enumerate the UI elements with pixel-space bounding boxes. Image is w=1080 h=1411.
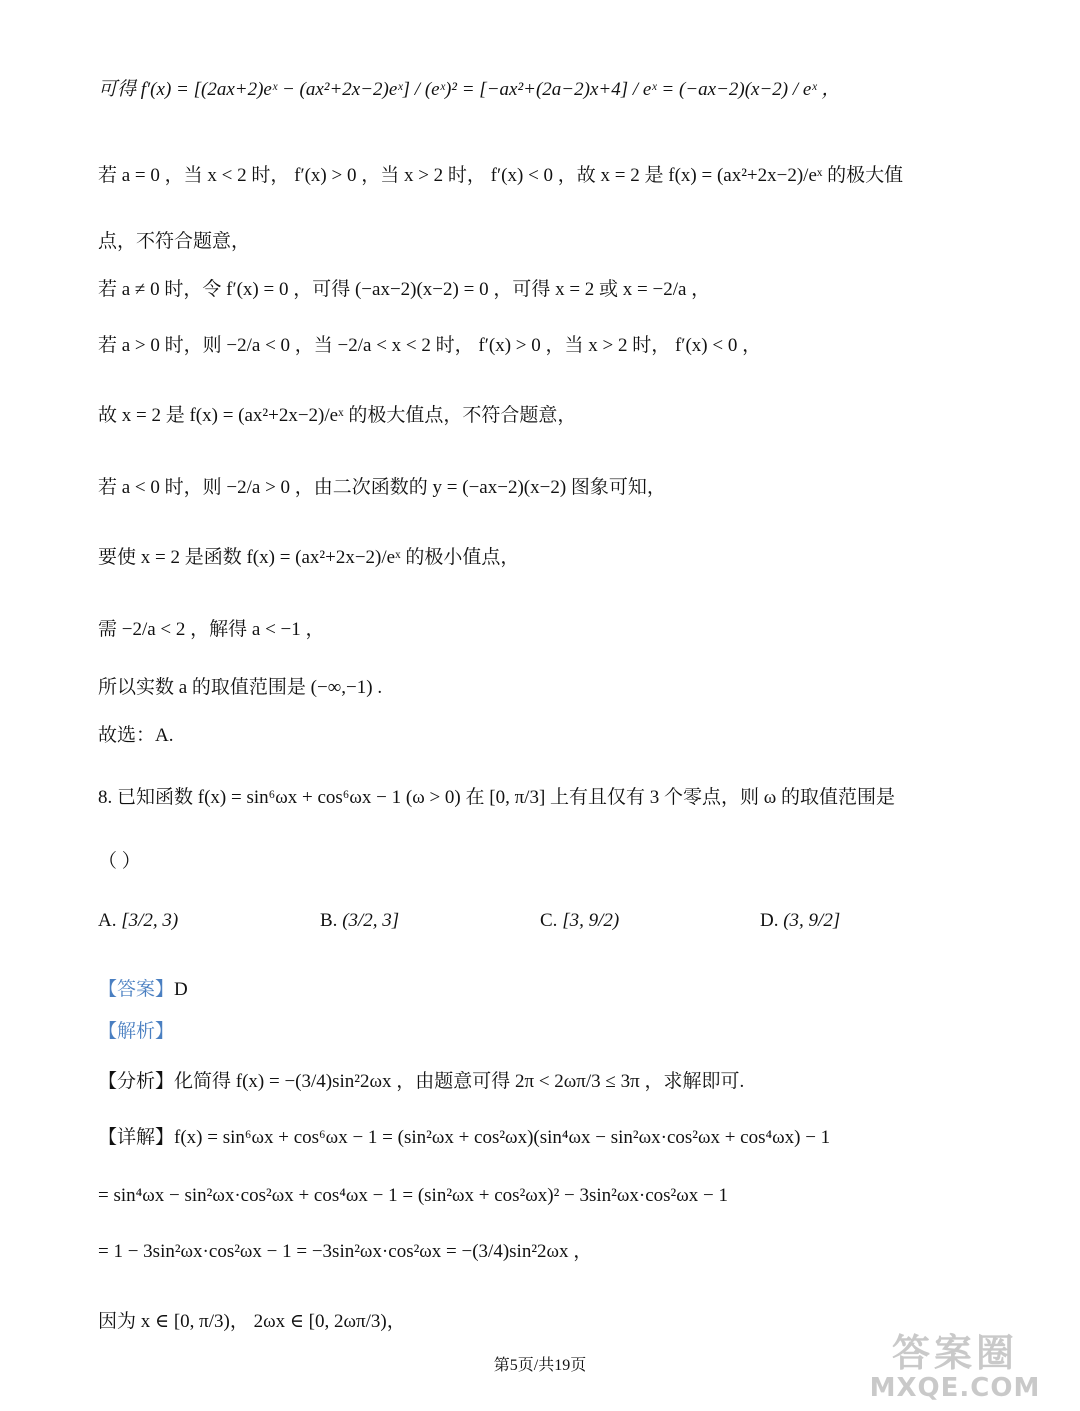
- analysis-tag: 【解析】: [98, 1020, 175, 1042]
- answer-tag: 【答案】: [98, 978, 175, 1000]
- analysis-line: [98, 1022, 174, 1041]
- case-a-zero-line: 若 a = 0 ，当 x < 2 时， f′(x) > 0 ，当 x > 2 时， f′(x) < 0 ，故 x = 2 是 f(x) = (ax²+2x−2)/eˣ 的极大值: [98, 165, 904, 186]
- option-c[interactable]: [540, 910, 619, 932]
- answer-value: D: [174, 979, 188, 1000]
- case-a-negative-line: 若 a < 0 时，则 −2/a > 0 ，由二次函数的 y = (−ax−2)(x−2) 图象可知，: [98, 477, 666, 498]
- option-d-text: (3, 9/2]: [783, 910, 841, 931]
- work-line-3: 因为 x ∈ [0, π/3)， 2ωx ∈ [0, 2ωπ/3)，: [98, 1311, 406, 1332]
- option-b-label: B.: [320, 910, 338, 931]
- answer-line: [98, 980, 188, 999]
- option-a[interactable]: [98, 910, 178, 932]
- fenxi-tag: 【分析】: [98, 1071, 175, 1092]
- range-result-line: 所以实数 a 的取值范围是 (−∞,−1) .: [98, 677, 383, 698]
- case-a-positive-conclusion: 故 x = 2 是 f(x) = (ax²+2x−2)/eˣ 的极大值点，不符合题意，: [98, 405, 577, 426]
- option-a-text: [3/2, 3): [121, 910, 179, 931]
- work-line-2: = 1 − 3sin²ωx·cos²ωx − 1 = −3sin²ωx·cos²ωx = −(3/4)sin²2ωx ，: [98, 1241, 593, 1262]
- xiangjie-tag: 【详解】: [98, 1127, 175, 1148]
- fenxi-line: [98, 1072, 744, 1091]
- option-d-label: D.: [760, 910, 779, 931]
- option-b[interactable]: [320, 910, 399, 932]
- fenxi-text: 化简得 f(x) = −(3/4)sin²2ωx ，由题意可得 2π < 2ωπ/3 ≤ 3π ，求解即可.: [174, 1071, 745, 1092]
- xiangjie-text: f(x) = sin⁶ωx + cos⁶ωx − 1 = (sin²ωx + cos²ωx)(sin⁴ωx − sin²ωx·cos²ωx + cos⁴ωx) − 1: [174, 1127, 831, 1148]
- option-c-label: C.: [540, 910, 558, 931]
- choice-line: 故选：A.: [98, 725, 174, 746]
- xiangjie-line: [98, 1128, 830, 1147]
- option-b-text: (3/2, 3]: [342, 910, 400, 931]
- option-d[interactable]: [760, 910, 840, 932]
- watermark-bottom: MXQE.COM: [869, 1373, 1041, 1404]
- watermark-top: 答案圈: [891, 1330, 1018, 1375]
- work-line-1: = sin⁴ωx − sin²ωx·cos²ωx + cos⁴ωx − 1 = (sin²ωx + cos²ωx)² − 3sin²ωx·cos²ωx − 1: [98, 1185, 728, 1206]
- inequality-line: 需 −2/a < 2 ，解得 a < −1 ，: [98, 619, 325, 640]
- minimum-condition-line: 要使 x = 2 是函数 f(x) = (ax²+2x−2)/eˣ 的极小值点，: [98, 547, 520, 568]
- case-a-positive-line: 若 a > 0 时，则 −2/a < 0 ，当 −2/a < x < 2 时， f′(x) > 0 ，当 x > 2 时， f′(x) < 0 ，: [98, 335, 762, 356]
- question-8-stem: 8. 已知函数 f(x) = sin⁶ωx + cos⁶ωx − 1 (ω > 0) 在 [0, π/3] 上有且仅有 3 个零点，则 ω 的取值范围是: [98, 787, 896, 808]
- derivative-line: 可得 f′(x) = [(2ax+2)eˣ − (ax²+2x−2)eˣ] / (eˣ)² = [−ax²+(2a−2)x+4] / eˣ = (−ax−2)(x−2) / eˣ ，: [98, 79, 841, 100]
- option-a-label: A.: [98, 910, 117, 931]
- watermark-logo: [860, 1330, 1050, 1404]
- question-8-blank: （ ）: [98, 851, 141, 872]
- case-a-nonzero-line: 若 a ≠ 0 时，令 f′(x) = 0 ，可得 (−ax−2)(x−2) = 0 ，可得 x = 2 或 x = −2/a ，: [98, 279, 711, 300]
- options-row: [98, 900, 958, 952]
- option-c-text: [3, 9/2): [562, 910, 620, 931]
- case-a-zero-conclusion: 点，不符合题意，: [98, 231, 251, 252]
- page-footer: 第5页/共19页: [493, 1357, 587, 1374]
